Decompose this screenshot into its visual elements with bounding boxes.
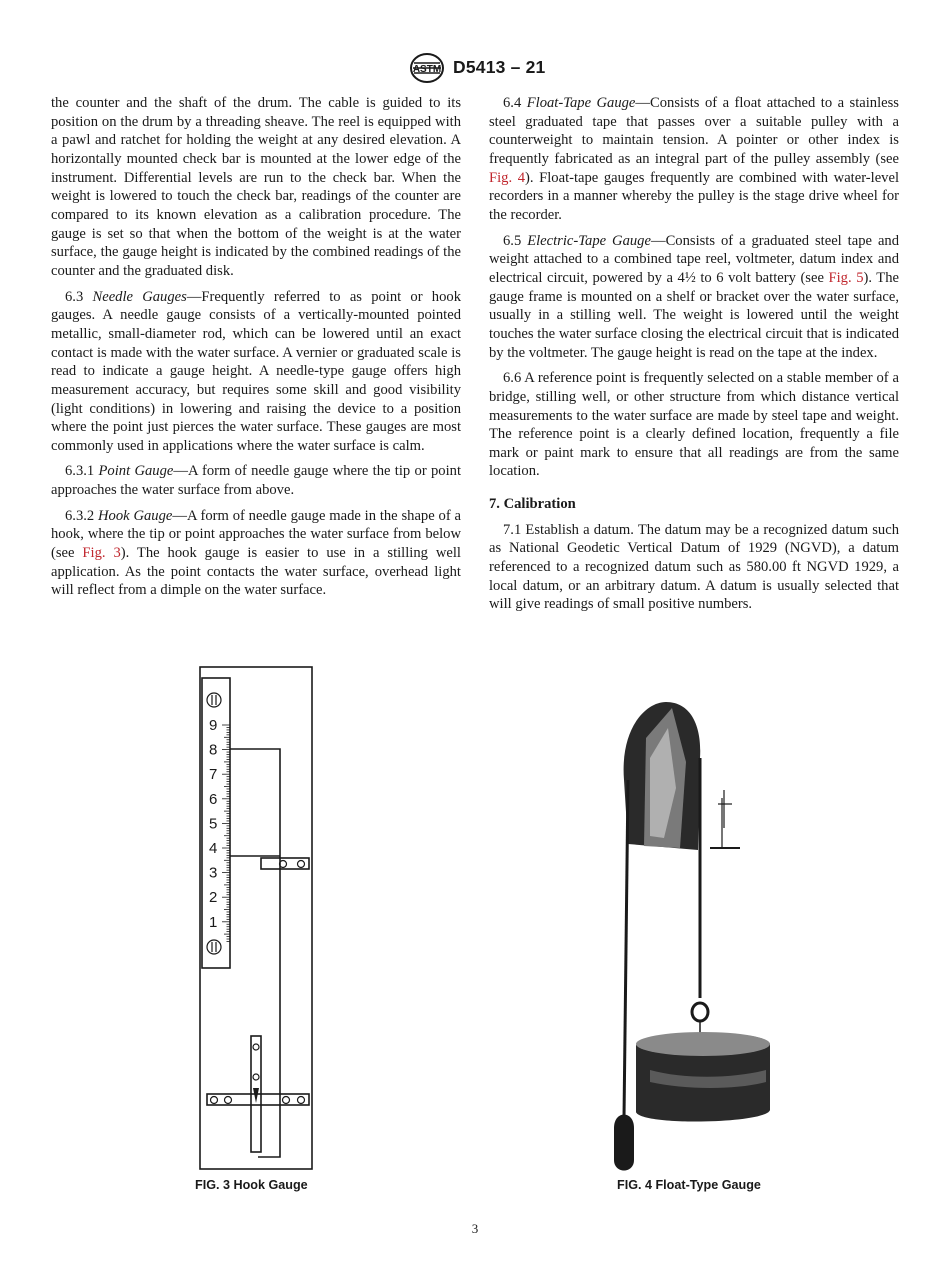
- fig-3-scale-ticks: [222, 725, 230, 941]
- section-title: Hook Gauge: [98, 507, 173, 524]
- section-text: —A form of needle gauge where the tip or point approaches the water surface from above.: [51, 463, 461, 499]
- scale-label: 2: [209, 889, 218, 907]
- section-number: 6.3: [65, 288, 84, 305]
- section-text: —Frequently referred to as point or hook gauges. A needle gauge consists of a vertically-mounted pointed metallic, small-diameter rod, which can be lowered until an exact contact is made with the water surface. A vernier or graduated scale is read to indicate a gauge height. A needle-type gauge offers high measurement accuracy, but requires some skill and good visibility (light conditions) in lowering and raising the device to a position where the point just pierces the water surface. These gauges are most commonly used in applications where the water surface is calm.: [51, 288, 461, 454]
- scale-label: 9: [209, 717, 218, 734]
- astm-logo-text: ASTM: [412, 64, 442, 75]
- paragraph-6-6: 6.6 A reference point is frequently selected on a stable member of a bridge, stilling well, or other structure from which distance vertical measurements to the water surface are made by steel tape and weight. The reference point is a clearly defined location, frequently a file mark or paint mark to ensure that all readings are from the same location.: [489, 370, 899, 480]
- fig-3-hook-gauge-drawing: [195, 663, 317, 1171]
- left-column: [51, 94, 461, 600]
- section-title: Needle Gauges: [92, 288, 187, 305]
- fig-3-link[interactable]: Fig. 3: [82, 545, 121, 562]
- page-header: [0, 52, 950, 86]
- scale-label: 4: [209, 840, 218, 857]
- scale-label: 8: [209, 741, 218, 759]
- paragraph-6-5: [489, 232, 899, 363]
- section-number: 6.3.2: [65, 507, 95, 524]
- section-number: 6.4: [503, 95, 522, 111]
- fig-3-scale-labels: [209, 717, 217, 931]
- section-text: —Consists of a float attached to a stainless steel graduated tape that passes over a suitable pulley with a counterweight to maintain tension. A pointer or other index is frequently fabricated as an integral part of the pulley assembly (see: [489, 95, 899, 167]
- section-title: Electric-Tape Gauge: [527, 232, 651, 249]
- document-id: D5413 – 21: [453, 57, 546, 77]
- paragraph-7-1: 7.1 Establish a datum. The datum may be a recognized datum such as National Geodetic Vertical Datum of 1929 (NGVD), a datum referenced to a recognized datum such as 580.00 ft NGVD 1929, a local datum, or an arbitrary datum. A datum is usually selected that will give readings of small positive numbers.: [489, 521, 899, 613]
- scale-label: 6: [209, 790, 218, 808]
- fig-3-screws: [207, 693, 305, 1104]
- scale-label: 1: [209, 913, 218, 931]
- section-number: 6.5: [503, 232, 522, 249]
- fig-4-float-type-gauge-drawing: [606, 698, 778, 1176]
- scale-label: 3: [209, 864, 218, 882]
- paragraph-6-4: [489, 94, 899, 225]
- section-text: ). The hook gauge is easier to use in a stilling well application. As the point contacts the water surface, overhead light will reflect from a dimple on the water surface.: [51, 545, 461, 599]
- section-title: Float-Tape Gauge: [526, 95, 636, 111]
- section-text: ). The gauge frame is mounted on a shelf or bracket over the water surface, usually in a stilling well. The weight is lowered until the weight touches the water surface closing the electrical circuit that is indicated by the voltmeter. The gauge height is read on the tape at the index.: [489, 269, 899, 361]
- astm-logo-icon: [408, 52, 446, 84]
- section-text: —A form of needle gauge made in the shape of a hook, where the tip or point approaches the water surface from below (see: [51, 507, 461, 562]
- page-number: 3: [471, 1221, 479, 1236]
- fig-3-caption: FIG. 3 Hook Gauge: [195, 1178, 308, 1192]
- fig-4-caption: FIG. 4 Float-Type Gauge: [617, 1178, 761, 1192]
- right-column: [489, 94, 899, 621]
- paragraph-6-3-1: [51, 462, 461, 499]
- paragraph-6-3: [51, 288, 461, 456]
- hook-point-icon: [253, 1088, 259, 1103]
- scale-label: 7: [209, 766, 218, 784]
- fig-4-link[interactable]: Fig. 4: [489, 169, 526, 186]
- scale-label: 5: [209, 815, 218, 833]
- section-text: —Consists of a graduated steel tape and weight attached to a combined tape reel, voltmeter, datum index and electrical circuit, powered by a 4½ to 6 volt battery (see: [489, 232, 900, 286]
- section-heading-calibration: 7. Calibration: [489, 496, 576, 513]
- paragraph-6-3-2: [51, 507, 461, 600]
- section-number: 6.3.1: [65, 463, 95, 480]
- fig-5-link[interactable]: Fig. 5: [828, 269, 864, 286]
- section-text: ). Float-tape gauges frequently are combined with water-level recorders in a manner whereby the pulley is the stage drive wheel for the recorder.: [489, 169, 900, 223]
- section-title: Point Gauge: [98, 463, 174, 480]
- paragraph-6-2-continued: the counter and the shaft of the drum. The cable is guided to its position on the drum by a threading sheave. The reel is equipped with a pawl and ratchet for holding the weight at any desired elevation. A horizontally mounted check bar is mounted at the lower edge of the instrument. Differential levels are run to the check bar. When the weight is lowered to touch the check bar, readings of the counter are compared to its known elevation as a calibration procedure. The gauge is set so that when the bottom of the weight is at the water surface, the gauge height is indicated by the combined readings of the counter and the graduated disk.: [51, 95, 461, 279]
